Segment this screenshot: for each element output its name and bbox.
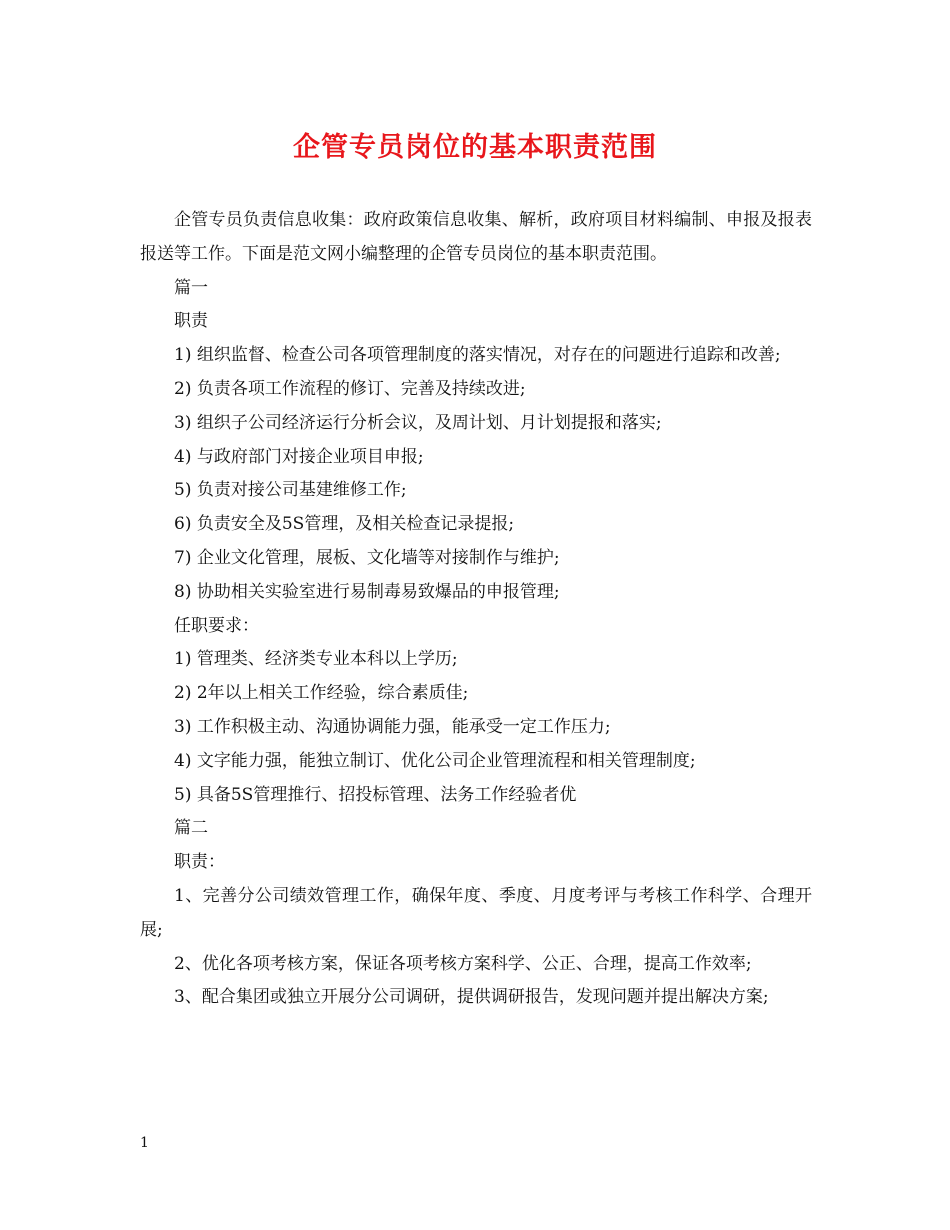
duties-heading: 职责： [174, 852, 225, 873]
duties-heading: 职责 [174, 311, 208, 332]
list-item: 5) 具备5S管理推行、招投标管理、法务工作经验者优 [174, 784, 577, 805]
document-body [140, 204, 812, 1015]
list-item: 8) 协助相关实验室进行易制毒易致爆品的申报管理; [174, 581, 560, 602]
intro-paragraph: 企管专员负责信息收集：政府政策信息收集、解析，政府项目材料编制、申报及报表报送等工作。下面是范文网小编整理的企管专员岗位的基本职责范围。 [140, 210, 812, 264]
list-item: 2) 负责各项工作流程的修订、完善及持续改进; [174, 378, 526, 399]
list-item: 2、优化各项考核方案，保证各项考核方案科学、公正、合理，提高工作效率; [174, 953, 752, 974]
requirements-heading: 任职要求： [174, 615, 259, 636]
document-title: 企管专员岗位的基本职责范围 [293, 132, 657, 163]
section-heading-part-two: 篇二 [174, 818, 208, 839]
list-item: 2) 2年以上相关工作经验，综合素质佳; [174, 683, 469, 704]
list-item: 4) 文字能力强，能独立制订、优化公司企业管理流程和相关管理制度; [174, 750, 696, 771]
list-item: 1、完善分公司绩效管理工作，确保年度、季度、月度考评与考核工作科学、合理开展; [140, 885, 812, 940]
list-item: 3) 组织子公司经济运行分析会议，及周计划、月计划提报和落实; [174, 412, 662, 433]
list-item: 1) 组织监督、检查公司各项管理制度的落实情况，对存在的问题进行追踪和改善; [174, 345, 781, 366]
list-item: 4) 与政府部门对接企业项目申报; [174, 446, 424, 467]
list-item: 5) 负责对接公司基建维修工作; [174, 480, 407, 501]
list-item: 7) 企业文化管理，展板、文化墙等对接制作与维护; [174, 547, 560, 568]
list-item: 3、配合集团或独立开展分公司调研，提供调研报告，发现问题并提出解决方案; [174, 987, 769, 1008]
list-item: 6) 负责安全及5S管理，及相关检查记录提报; [174, 514, 515, 535]
list-item: 3) 工作积极主动、沟通协调能力强，能承受一定工作压力; [174, 716, 611, 737]
page-number: 1 [140, 1135, 149, 1151]
list-item: 1) 管理类、经济类专业本科以上学历; [174, 649, 458, 670]
section-heading-part-one: 篇一 [174, 277, 208, 298]
